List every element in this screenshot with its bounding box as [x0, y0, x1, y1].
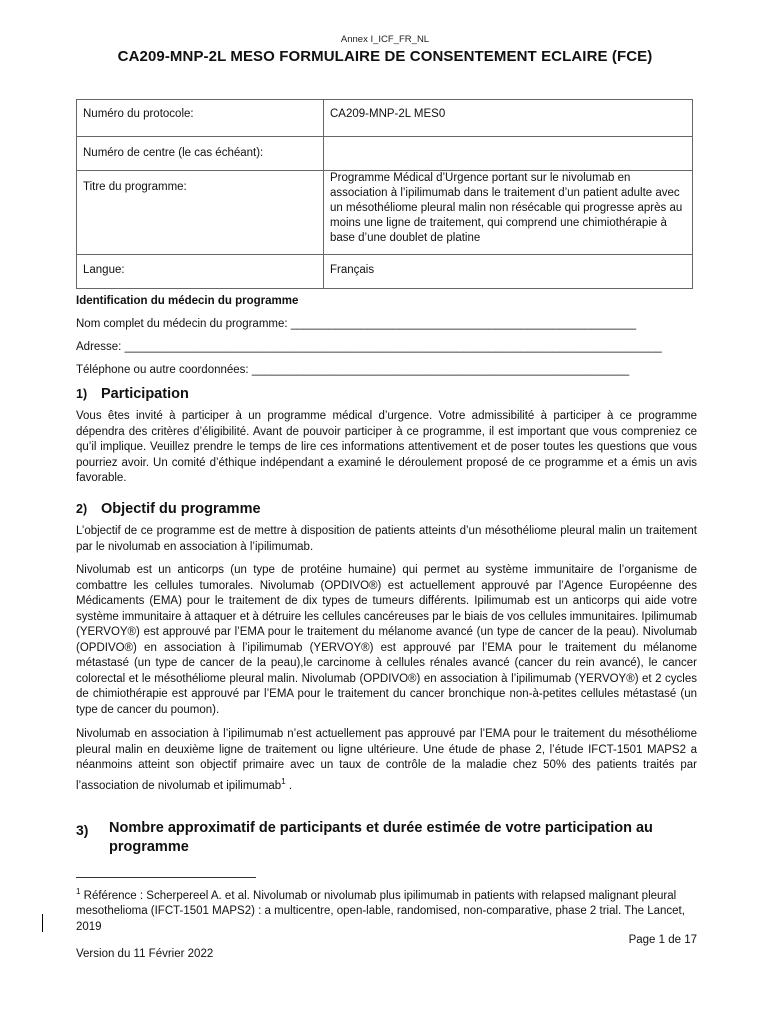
revision-bar — [42, 914, 43, 932]
footnote-mark: 1 — [76, 887, 81, 896]
table-row — [77, 100, 693, 137]
protocol-number-label: Numéro du protocole: — [77, 100, 324, 137]
section-3-title: Nombre approximatif de participants et durée estimée de votre participation au programme — [109, 820, 653, 855]
section-2-number: 2) — [76, 502, 88, 516]
section-1-title: Participation — [101, 386, 189, 402]
protocol-table — [76, 99, 693, 289]
document-title: CA209-MNP-2L MESO FORMULAIRE DE CONSENTEMENT ECLAIRE (FCE) — [117, 48, 653, 65]
section-1-number: 1) — [76, 387, 88, 401]
physician-heading: Identification du médecin du programme — [76, 295, 299, 307]
section-1-text: Vous êtes invité à participer à un programme médical d’urgence. Votre admissibilité à participer à ce programme dépendra des critères d’éligibilité. Avant de pouvoir participer à ce programme, il est important que vous compreniez ce qu’il implique. Veuillez prendre le temps de lire ces informations attentivement et de poser toutes les questions que vous pourriez avoir. Un comité d’éthique indépendant a examiné le déroulement proposé de ce programme et a émis un avis favorable. — [76, 410, 697, 484]
program-title-label: Titre du programme: — [77, 171, 324, 255]
program-title-value: Programme Médical d’Urgence portant sur le nivolumab en association à l’ipilimumab dans le traitement d’un patient adulte avec un mésothéliome pleural malin non résécable qui progresse après au moins une ligne de traitement, qui comprend une chimiothérapie à base d’une doublet de platine — [324, 171, 693, 255]
section-2-heading — [76, 501, 261, 517]
center-number-label: Numéro de centre (le cas échéant): — [77, 137, 324, 171]
table-row — [77, 137, 693, 171]
physician-name-line: Nom complet du médecin du programme: ______________________________________________________ — [76, 318, 637, 330]
page-number: Page 1 de 17 — [628, 934, 697, 946]
section-2-paragraph-1: L’objectif de ce programme est de mettre à disposition de patients atteints d’un mésothéliome pleural malin un traitement par le nivolumab en association à l’ipilimumab. — [76, 525, 697, 553]
language-value: Français — [324, 255, 693, 289]
protocol-number-value: CA209-MNP-2L MES0 — [324, 100, 693, 137]
section-3-number: 3) — [76, 822, 89, 838]
footnote — [76, 884, 696, 935]
footnote-text: Référence : Scherpereel A. et al. Nivolumab or nivolumab plus ipilimumab in patients with relapsed malignant pleural mesothelioma (IFCT-1501 MAPS2) : a multicentre, open-lable, randomised, non-comparative, phase 2 trial. The Lancet, 2019 — [76, 889, 685, 933]
section-2-paragraph-3-text: Nivolumab en association à l’ipilimumab n’est actuellement pas approuvé par l’EMA pour le traitement du mésothéliome pleural malin en deuxième ligne de traitement ou ligne ultérieure. Une étude de phase 2, l’étude IFCT-1501 MAPS2 a néanmoins atteint son objectif primaire avec un taux de contrôle de la maladie chez 50% des patients traités par l’association de nivolumab et ipilimumab — [76, 728, 697, 792]
footnote-reference[interactable]: 1 — [281, 776, 286, 786]
center-number-value — [324, 137, 693, 171]
table-row — [77, 255, 693, 289]
physician-phone-line: Téléphone ou autre coordonnées: ___________________________________________________________ — [76, 364, 630, 376]
physician-address-line: Adresse: ____________________________________________________________________________________ — [76, 341, 662, 353]
section-2-paragraph-2: Nivolumab est un anticorps (un type de protéine humaine) qui permet au système immunitaire de l’organisme de combattre les cellules tumorales. Nivolumab (OPDIVO®) est actuellement approuvé par l’Agence Européenne des Médicaments (EMA) pour le traitement de dix types de tumeurs différents. Ipilimumab est un anticorps qui aide votre système immunitaire à attaquer et à détruire les cellules cancéreuses par le biais de vos cellules immunitaires. Ipilimumab (YERVOY®) est approuvé par l’EMA pour le traitement du mélanome avancé (un type de cancer de la peau). Nivolumab (OPDIVO®) en association à l’ipilimumab (YERVOY®) est approuvé par l’EMA pour le traitement du mélanome métastasé (un type de cancer de la peau),le carcinome à cellules rénales avancé (cancer du rein avancé), le cancer colorectal et le mésothéliome pleural malin. Nivolumab (OPDIVO®) en association à l’ipilimumab (YERVOY®) et 2 cycles de chimiothérapie est approuvé par l’EMA pour le traitement du cancer bronchique non-à-petites cellules métastasé (un type de cancer du poumon). — [76, 564, 697, 716]
annex-label: Annex I_ICF_FR_NL — [340, 34, 430, 45]
section-1-heading — [76, 386, 189, 402]
section-2-title: Objectif du programme — [101, 501, 261, 517]
version-label: Version du 11 Février 2022 — [76, 948, 214, 960]
language-label: Langue: — [77, 255, 324, 289]
footnote-divider — [76, 877, 256, 878]
section-2-paragraph-3 — [76, 727, 697, 794]
table-row — [77, 171, 693, 255]
section-2-paragraph-3-end: . — [285, 779, 293, 792]
